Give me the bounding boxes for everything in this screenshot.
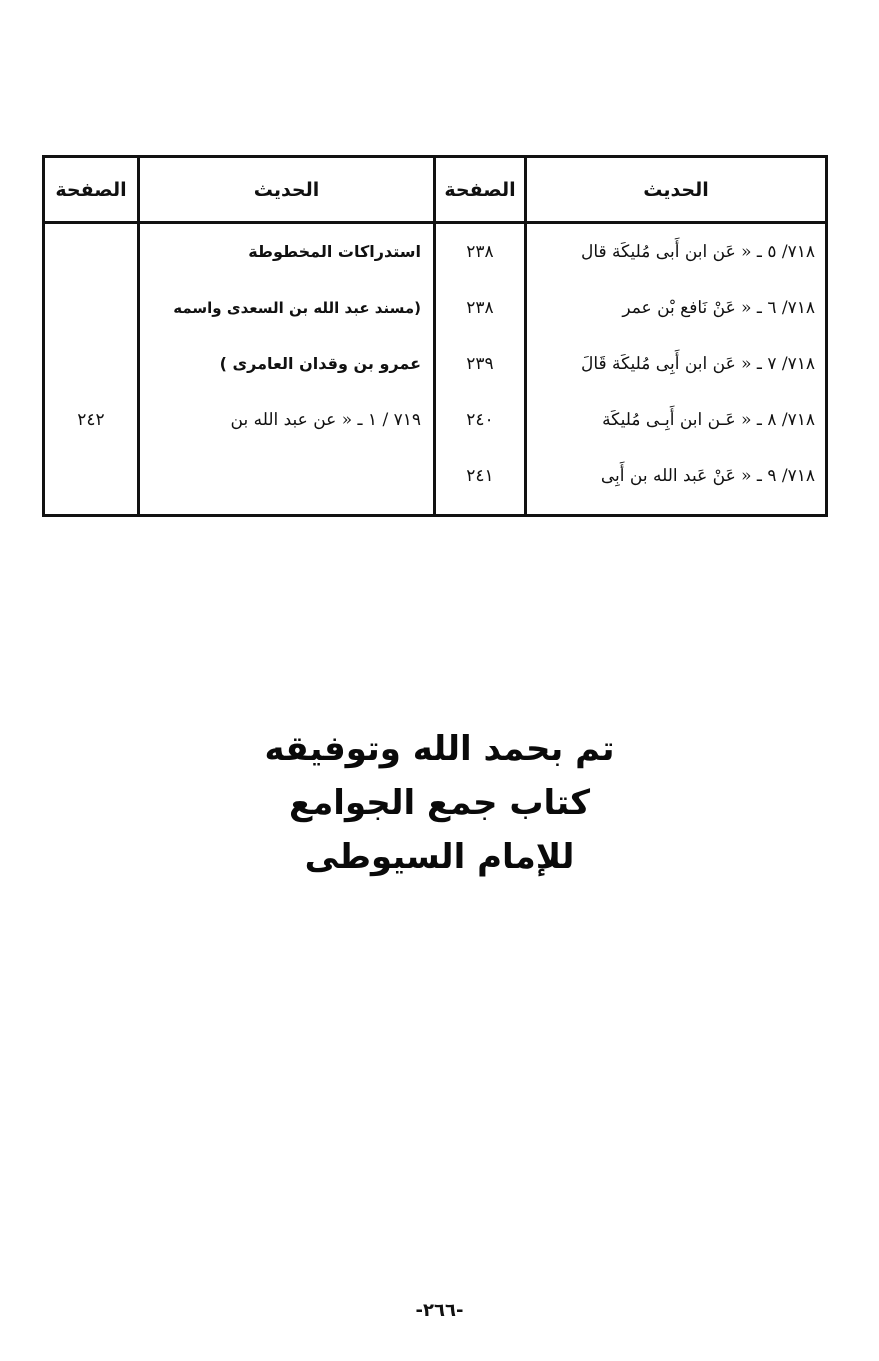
hadith-entry: ٧١٨/ ٨ ـ « عَـن ابن أَبِـى مُليكَة [602, 410, 815, 430]
page-number-cell: ٢٤٠ [466, 410, 494, 430]
page-number-cell: ٢٤١ [466, 466, 494, 486]
header-page-left: الصفحة [44, 157, 139, 223]
page-column-left [44, 223, 139, 516]
hadith-column-left [139, 223, 435, 516]
page-number-cell [45, 290, 137, 346]
page-number-cell: ٢٣٨ [466, 298, 494, 318]
index-table [42, 155, 828, 517]
hadith-entry: ٧١٨/ ٥ ـ « عَن ابن أَبى مُليكَة قال [580, 242, 815, 262]
header-hadith-left: الحديث [139, 157, 435, 223]
hadith-entry [140, 458, 433, 514]
colophon [0, 722, 879, 884]
hadith-entry: ٧١٩ / ١ ـ « عن عبد الله بن [230, 410, 421, 430]
header-hadith-right: الحديث [526, 157, 827, 223]
page-number: -٢٦٦- [415, 1300, 464, 1321]
page-column-right [435, 223, 526, 516]
section-subheading-cont: عمرو بن وقدان العامرى ) [219, 354, 421, 373]
colophon-line-2: كتاب جمع الجوامع [289, 783, 590, 823]
page-number-cell: ٢٤٢ [77, 410, 105, 430]
table-body-row [44, 223, 827, 516]
page-number-cell [45, 234, 137, 290]
page-number-cell: ٢٣٨ [466, 242, 494, 262]
page-number-cell: ٢٣٩ [466, 354, 494, 374]
hadith-entry: ٧١٨/ ٦ ـ « عَنْ نَافع بْن عمر [622, 298, 815, 318]
colophon-line-1: تم بحمد الله وتوفيقه [264, 729, 615, 769]
page-number-cell [45, 458, 137, 514]
table-header-row [44, 157, 827, 223]
hadith-column-right [526, 223, 827, 516]
hadith-entry: ٧١٨/ ٧ ـ « عَن ابن أَبِى مُليكَة قَالَ [580, 354, 815, 374]
hadith-entry: ٧١٨/ ٩ ـ « عَنْ عَبد الله بن أَبِى [600, 466, 815, 486]
section-subheading: (مسند عبد الله بن السعدى واسمه [173, 299, 421, 317]
colophon-line-3: للإمام السيوطى [304, 837, 575, 877]
header-page-right: الصفحة [435, 157, 526, 223]
page-number-cell [45, 346, 137, 402]
section-heading: استدراكات المخطوطة [248, 242, 421, 261]
